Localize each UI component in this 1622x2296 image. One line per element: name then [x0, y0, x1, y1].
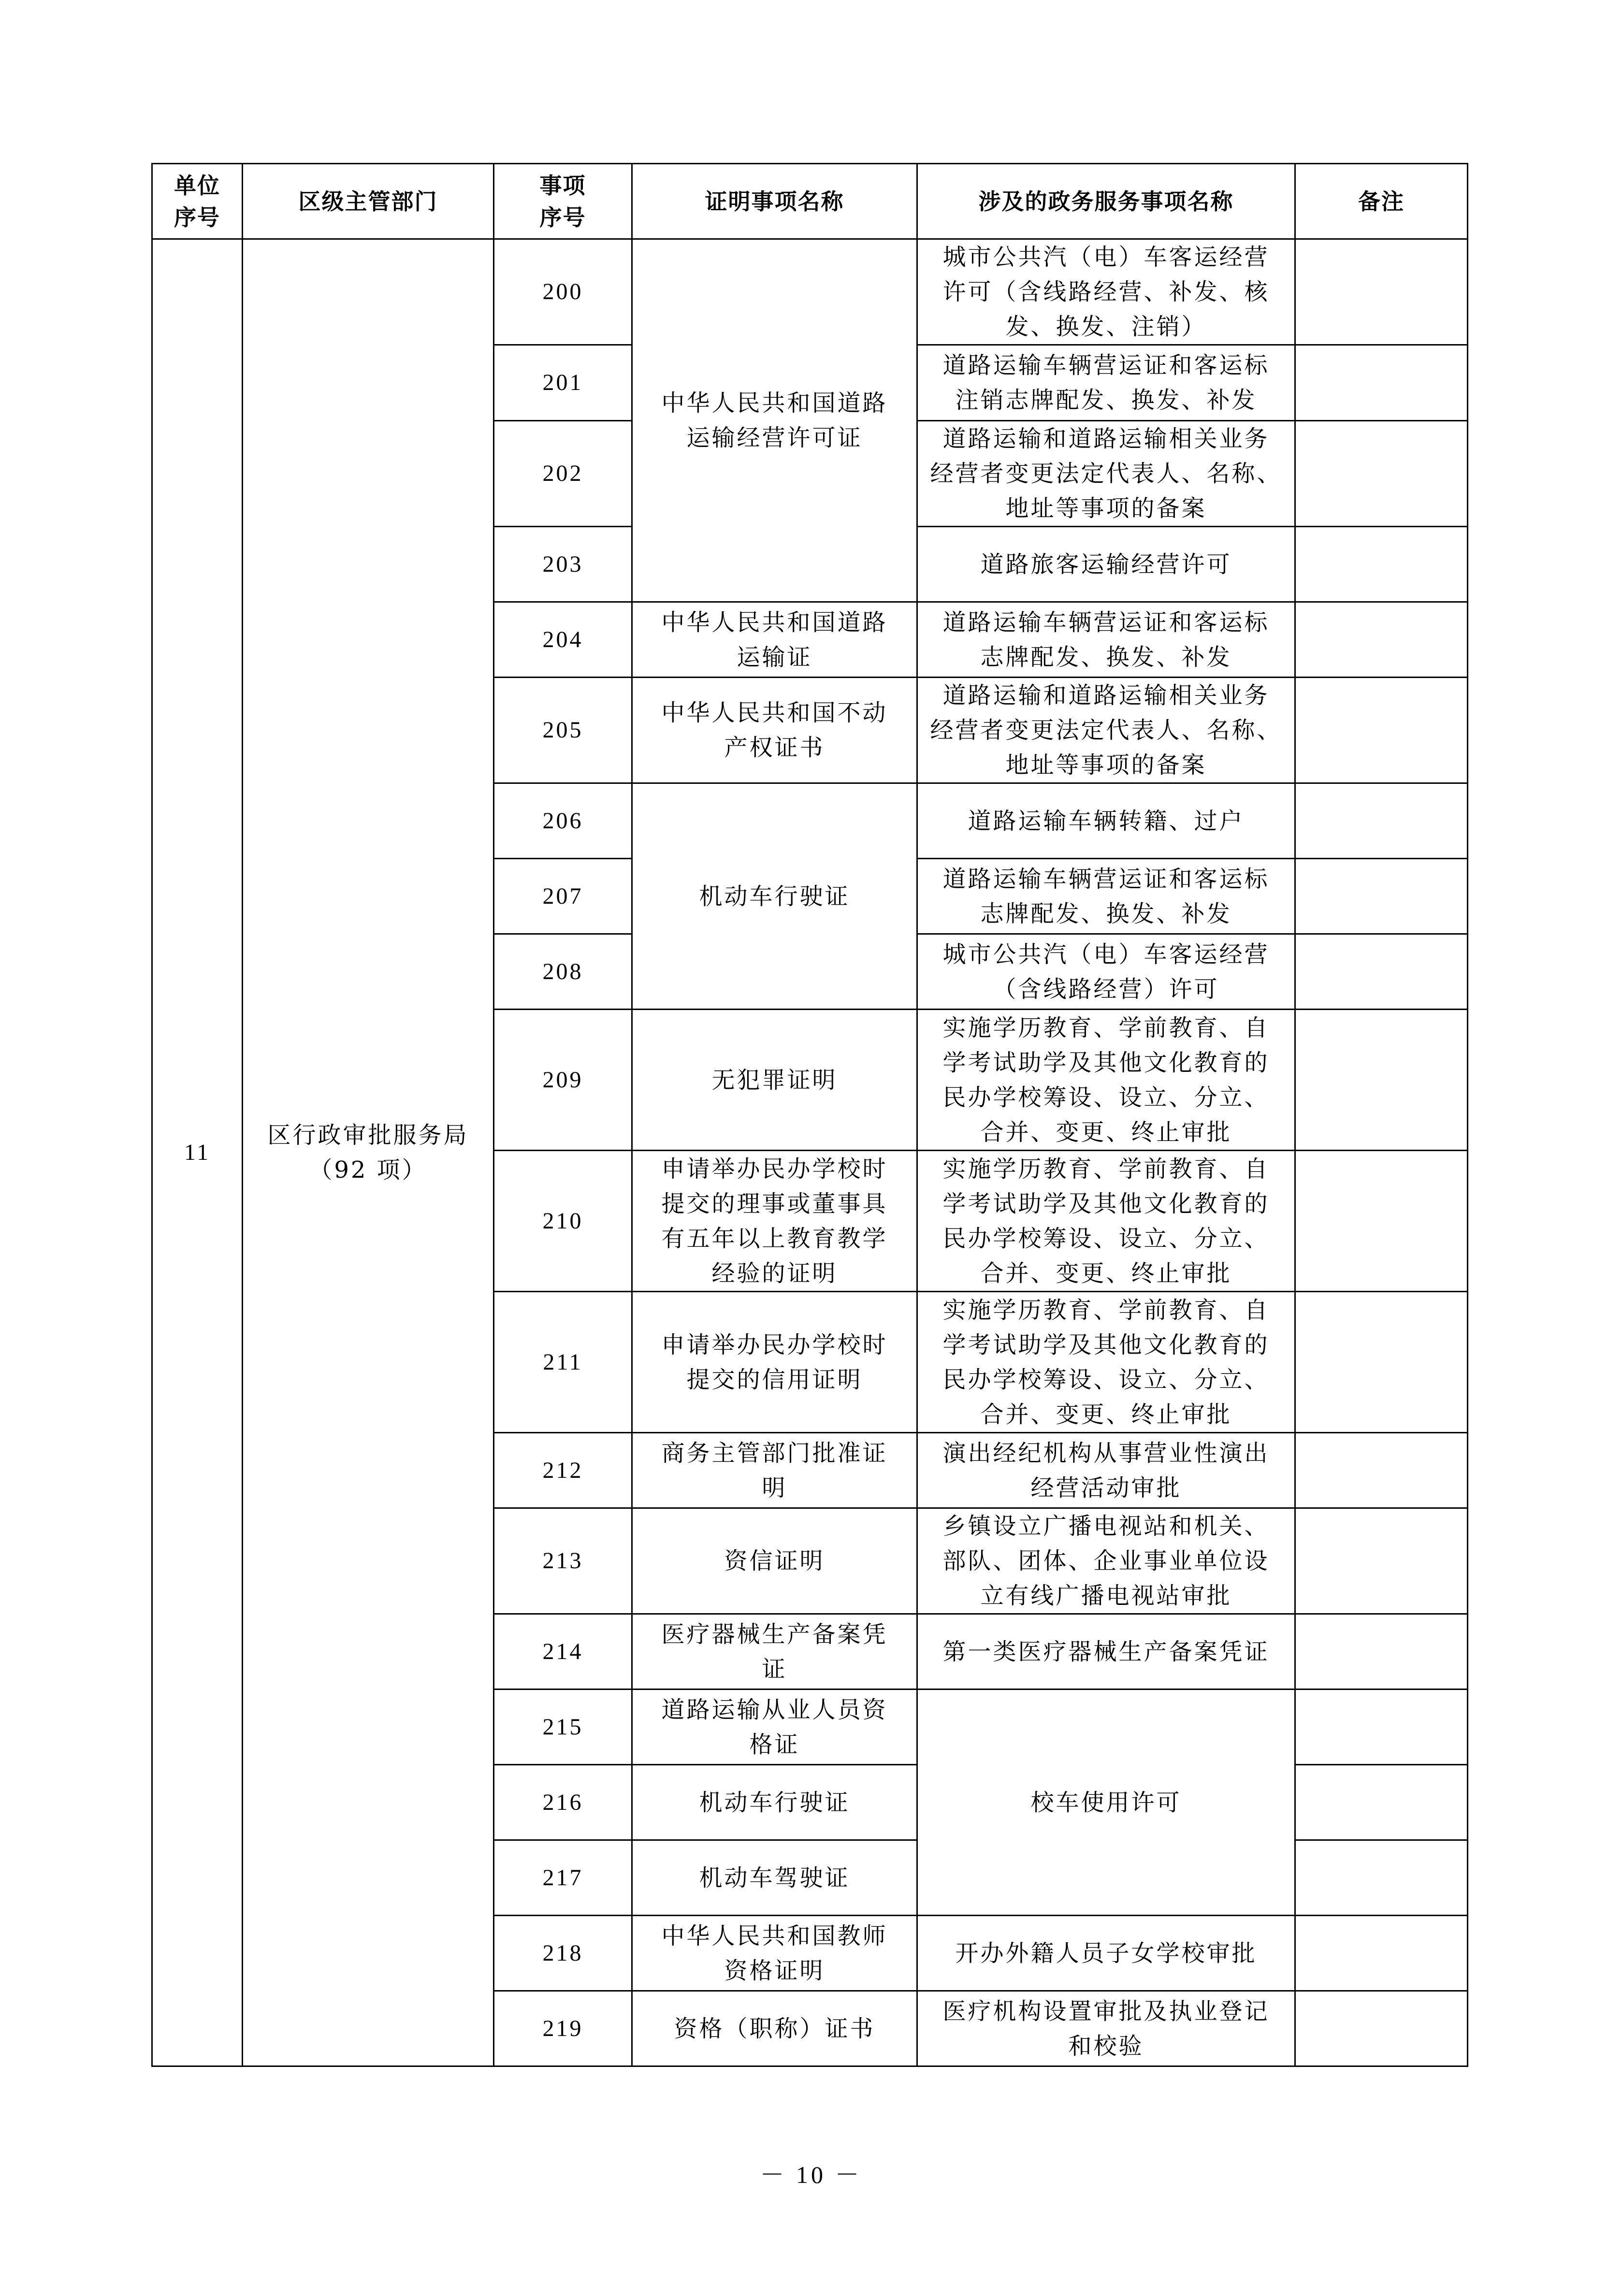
unit-department: 区行政审批服务局 （92 项） — [243, 239, 494, 2066]
service-name: 道路运输车辆营运证和客运标 注销志牌配发、换发、补发 — [917, 345, 1295, 421]
table-header-row — [152, 164, 1468, 239]
cert-name: 中华人民共和国道路 运输证 — [632, 602, 917, 678]
remark-cell — [1295, 783, 1468, 859]
remark-cell — [1295, 345, 1468, 421]
service-name: 乡镇设立广播电视站和机关、 部队、团体、企业事业单位设 立有线广播电视站审批 — [917, 1508, 1295, 1614]
item-number: 202 — [494, 421, 632, 527]
cert-name: 中华人民共和国教师 资格证明 — [632, 1916, 917, 1991]
header-remark: 备注 — [1295, 164, 1468, 239]
item-number: 219 — [494, 1991, 632, 2066]
cert-name: 中华人民共和国不动 产权证书 — [632, 678, 917, 783]
table-row — [152, 239, 1468, 345]
service-name: 实施学历教育、学前教育、自 学考试助学及其他文化教育的 民办学校筹设、设立、分立、 合并、变更、终止审批 — [917, 1151, 1295, 1292]
cert-name: 商务主管部门批准证 明 — [632, 1433, 917, 1508]
remark-cell — [1295, 1765, 1468, 1840]
service-name: 第一类医疗器械生产备案凭证 — [917, 1614, 1295, 1690]
item-number: 207 — [494, 859, 632, 934]
service-name: 实施学历教育、学前教育、自 学考试助学及其他文化教育的 民办学校筹设、设立、分立、 合并、变更、终止审批 — [917, 1292, 1295, 1433]
item-number: 212 — [494, 1433, 632, 1508]
remark-cell — [1295, 1010, 1468, 1151]
cert-name: 医疗器械生产备案凭 证 — [632, 1614, 917, 1690]
service-name: 校车使用许可 — [917, 1690, 1295, 1916]
remark-cell — [1295, 1840, 1468, 1916]
item-number: 208 — [494, 934, 632, 1010]
item-number: 211 — [494, 1292, 632, 1433]
item-number: 216 — [494, 1765, 632, 1840]
service-name: 医疗机构设置审批及执业登记 和校验 — [917, 1991, 1295, 2066]
remark-cell — [1295, 1690, 1468, 1765]
service-name: 道路运输车辆营运证和客运标 志牌配发、换发、补发 — [917, 859, 1295, 934]
header-item-no: 事项 序号 — [494, 164, 632, 239]
item-number: 200 — [494, 239, 632, 345]
remark-cell — [1295, 1292, 1468, 1433]
item-number: 205 — [494, 678, 632, 783]
remark-cell — [1295, 1916, 1468, 1991]
page-number: － 10 － — [760, 2161, 862, 2188]
item-number: 209 — [494, 1010, 632, 1151]
cert-name: 道路运输从业人员资 格证 — [632, 1690, 917, 1765]
item-number: 210 — [494, 1151, 632, 1292]
cert-name: 申请举办民办学校时 提交的信用证明 — [632, 1292, 917, 1433]
certification-items-table — [151, 163, 1468, 2067]
remark-cell — [1295, 1151, 1468, 1292]
service-name: 道路运输车辆转籍、过户 — [917, 783, 1295, 859]
service-name: 道路运输和道路运输相关业务 经营者变更法定代表人、名称、 地址等事项的备案 — [917, 421, 1295, 527]
cert-name: 机动车驾驶证 — [632, 1840, 917, 1916]
service-name: 开办外籍人员子女学校审批 — [917, 1916, 1295, 1991]
remark-cell — [1295, 1508, 1468, 1614]
remark-cell — [1295, 1614, 1468, 1690]
remark-cell — [1295, 602, 1468, 678]
service-name: 实施学历教育、学前教育、自 学考试助学及其他文化教育的 民办学校筹设、设立、分立、 合并、变更、终止审批 — [917, 1010, 1295, 1151]
service-name: 演出经纪机构从事营业性演出 经营活动审批 — [917, 1433, 1295, 1508]
item-number: 201 — [494, 345, 632, 421]
header-unit-no: 单位 序号 — [152, 164, 243, 239]
remark-cell — [1295, 239, 1468, 345]
remark-cell — [1295, 1433, 1468, 1508]
remark-cell — [1295, 678, 1468, 783]
cert-name: 申请举办民办学校时 提交的理事或董事具 有五年以上教育教学 经验的证明 — [632, 1151, 917, 1292]
cert-name: 资格（职称）证书 — [632, 1991, 917, 2066]
remark-cell — [1295, 859, 1468, 934]
header-service-name: 涉及的政务服务事项名称 — [917, 164, 1295, 239]
item-number: 213 — [494, 1508, 632, 1614]
remark-cell — [1295, 421, 1468, 527]
service-name: 道路运输和道路运输相关业务 经营者变更法定代表人、名称、 地址等事项的备案 — [917, 678, 1295, 783]
cert-name: 中华人民共和国道路 运输经营许可证 — [632, 239, 917, 602]
cert-name: 机动车行驶证 — [632, 1765, 917, 1840]
remark-cell — [1295, 934, 1468, 1010]
remark-cell — [1295, 1991, 1468, 2066]
item-number: 217 — [494, 1840, 632, 1916]
item-number: 218 — [494, 1916, 632, 1991]
remark-cell — [1295, 527, 1468, 602]
cert-name: 机动车行驶证 — [632, 783, 917, 1010]
header-department: 区级主管部门 — [243, 164, 494, 239]
item-number: 206 — [494, 783, 632, 859]
unit-number: 11 — [152, 239, 243, 2066]
cert-name: 无犯罪证明 — [632, 1010, 917, 1151]
service-name: 道路旅客运输经营许可 — [917, 527, 1295, 602]
service-name: 城市公共汽（电）车客运经营 许可（含线路经营、补发、核 发、换发、注销） — [917, 239, 1295, 345]
service-name: 城市公共汽（电）车客运经营 （含线路经营）许可 — [917, 934, 1295, 1010]
cert-name: 资信证明 — [632, 1508, 917, 1614]
service-name: 道路运输车辆营运证和客运标 志牌配发、换发、补发 — [917, 602, 1295, 678]
item-number: 204 — [494, 602, 632, 678]
item-number: 215 — [494, 1690, 632, 1765]
header-cert-name: 证明事项名称 — [632, 164, 917, 239]
item-number: 203 — [494, 527, 632, 602]
item-number: 214 — [494, 1614, 632, 1690]
